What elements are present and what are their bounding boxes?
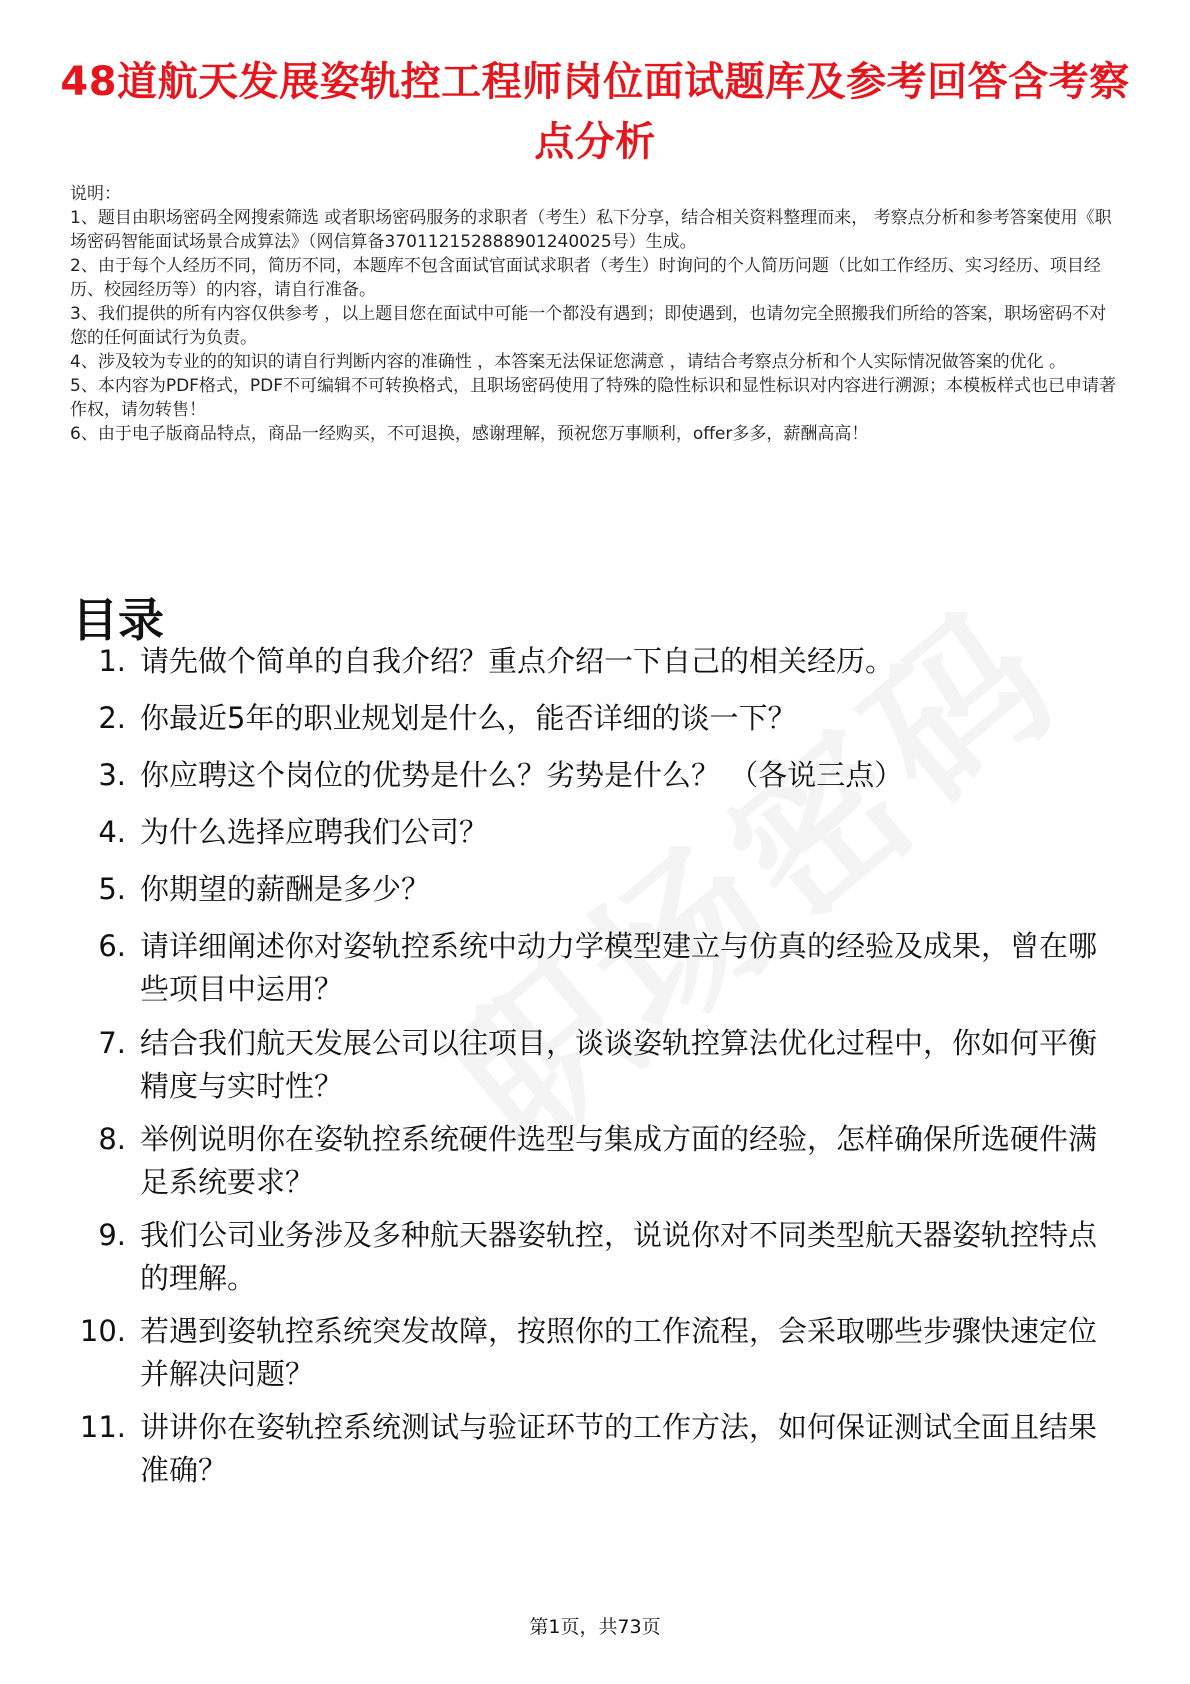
toc-item-number: 2. [98, 701, 126, 735]
note-item: 3、我们提供的所有内容仅供参考 ，以上题目您在面试中可能一个都没有遇到；即使遇到，也请勿完全照搬我们所给的答案，职场密码不对您的任何面试行为负责。 [70, 304, 1107, 348]
toc-item-number: 7. [98, 1026, 126, 1060]
page-number: 第1页，共73页 [529, 1616, 661, 1638]
document-title: 48道航天发展姿轨控工程师岗位面试题库及参考回答含考察点分析 [60, 59, 1130, 165]
toc-item-text: 请详细阐述你对姿轨控系统中动力学模型建立与仿真的经验及成果，曾在哪些项目中运用？ [140, 929, 1098, 1006]
toc-item-number: 4. [98, 815, 126, 849]
toc-item-text: 结合我们航天发展公司以往项目，谈谈姿轨控算法优化过程中，你如何平衡精度与实时性？ [140, 1026, 1098, 1103]
toc-item-number: 11. [79, 1410, 126, 1444]
notes-heading: 说明： [70, 184, 121, 204]
toc-item-text: 你应聘这个岗位的优势是什么？劣势是什么？ （各说三点） [140, 758, 904, 792]
notes-section [70, 182, 1120, 446]
note-item: 1、题目由职场密码全网搜索筛选 或者职场密码服务的求职者（考生）私下分享，结合相关资料整理而来， 考察点分析和参考答案使用《职场密码智能面试场景合成算法》（网信算备370112152888901240025号）生成。 [70, 208, 1112, 252]
toc-item-number: 3. [98, 758, 126, 792]
toc-item-number: 9. [98, 1218, 126, 1252]
note-item: 6、由于电子版商品特点，商品一经购买，不可退换，感谢理解，预祝您万事顺利，offer多多，薪酬高高！ [70, 424, 869, 444]
toc-item-number: 8. [98, 1122, 126, 1156]
toc-item-text: 为什么选择应聘我们公司？ [140, 815, 489, 849]
note-item: 4、涉及较为专业的的知识的请自行判断内容的准确性 ，本答案无法保证您满意 ，请结合考察点分析和个人实际情况做答案的优化 。 [70, 352, 1067, 372]
note-item: 5、本内容为PDF格式，PDF不可编辑不可转换格式，且职场密码使用了特殊的隐性标识和显性标识对内容进行溯源；本模板样式也已申请著作权，请勿转售！ [70, 376, 1117, 420]
toc-item-text: 我们公司业务涉及多种航天器姿轨控，说说你对不同类型航天器姿轨控特点的理解。 [140, 1218, 1098, 1295]
toc-item-text: 你期望的薪酬是多少？ [140, 872, 431, 906]
toc-item-number: 1. [98, 644, 126, 678]
toc-item-text: 若遇到姿轨控系统突发故障，按照你的工作流程，会采取哪些步骤快速定位并解决问题？ [140, 1314, 1098, 1391]
toc-item-number: 5. [98, 872, 126, 906]
toc-item-number: 6. [98, 929, 126, 963]
toc-item-text: 你最近5年的职业规划是什么，能否详细的谈一下？ [140, 701, 797, 735]
toc-item-number: 10. [79, 1314, 126, 1348]
toc-item-text: 讲讲你在姿轨控系统测试与验证环节的工作方法，如何保证测试全面且结果准确？ [140, 1410, 1098, 1487]
note-item: 2、由于每个人经历不同，简历不同，本题库不包含面试官面试求职者（考生）时询问的个人简历问题（比如工作经历、实习经历、项目经历、校园经历等）的内容，请自行准备。 [70, 256, 1101, 300]
toc-item-text: 请先做个简单的自我介绍？重点介绍一下自己的相关经历。 [140, 644, 895, 678]
toc-item-text: 举例说明你在姿轨控系统硬件选型与集成方面的经验，怎样确保所选硬件满足系统要求？ [140, 1122, 1098, 1199]
toc-heading: 目录 [72, 593, 164, 647]
